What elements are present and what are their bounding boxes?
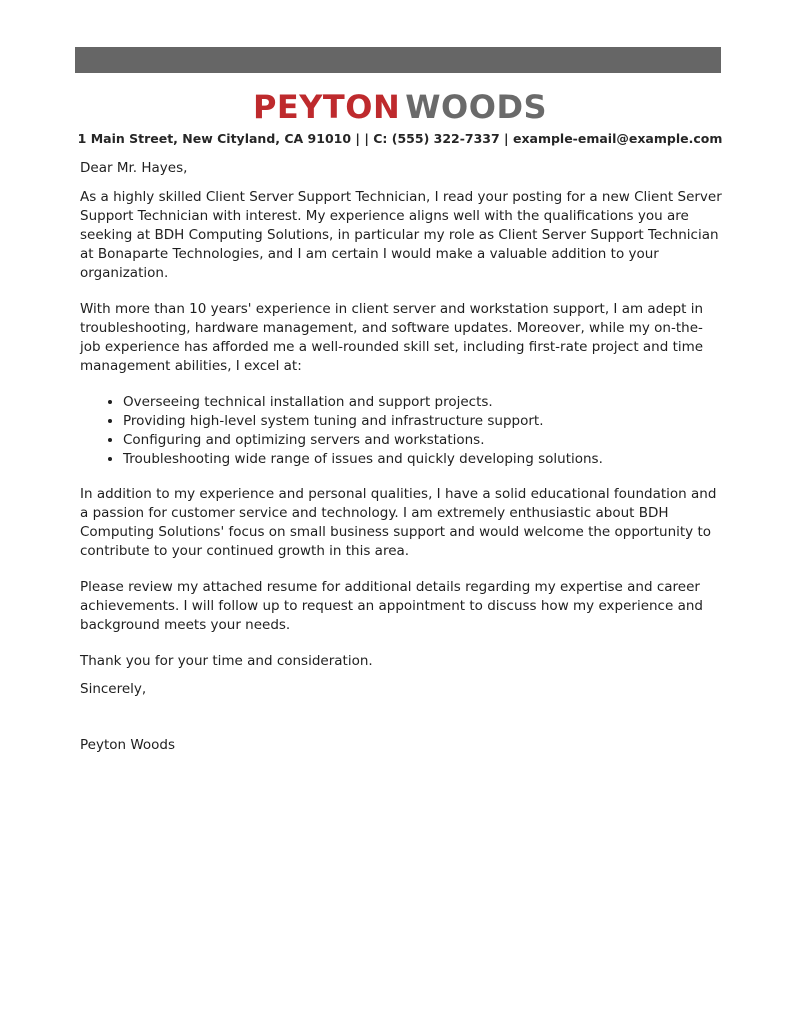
skills-list-item: • Providing high-level system tuning and infrastructure support. — [123, 412, 722, 431]
skills-list-item: • Troubleshooting wide range of issues and quickly developing solutions. — [123, 450, 722, 469]
author-first-name: PEYTON — [252, 88, 401, 126]
skills-list — [80, 393, 722, 469]
paragraph-thanks: Thank you for your time and consideration. — [80, 653, 373, 669]
contact-line: 1 Main Street, New Cityland, CA 91010 | | C: (555) 322-7337 | example-email@example.com — [77, 131, 723, 147]
salutation: Dear Mr. Hayes, — [80, 160, 188, 176]
paragraph-education: In addition to my experience and personal qualities, I have a solid educational foundation and a passion for customer service and technology. I am extremely enthusiastic about BDH Computing Solutions' focus on small business support and would welcome the opportunity to contribute to your continued growth in this area. — [80, 486, 717, 559]
skills-list-item: • Configuring and optimizing servers and workstations. — [123, 431, 722, 450]
header-accent-bar — [75, 47, 721, 73]
paragraph-follow-up: Please review my attached resume for additional details regarding my expertise and career achievements. I will follow up to request an appointment to discuss how my experience and background meets your needs. — [80, 579, 703, 633]
signoff: Sincerely, — [80, 681, 147, 697]
signature-name: Peyton Woods — [80, 737, 176, 753]
letter-body — [80, 159, 722, 755]
paragraph-intro: As a highly skilled Client Server Support Technician, I read your posting for a new Client Server Support Technician with interest. My experience aligns well with the qualifications you are seeking at BDH Computing Solutions, in particular my role as Client Server Support Technician at Bonaparte Technologies, and I am certain I would make a valuable addition to your organization. — [80, 189, 722, 281]
skills-list-item: • Overseeing technical installation and support projects. — [123, 393, 722, 412]
paragraph-experience: With more than 10 years' experience in client server and workstation support, I am adept in troubleshooting, hardware management, and software updates. Moreover, while my on-the-job experience has afforded me a well-rounded skill set, including first-rate project and time management abilities, I excel at: — [80, 301, 704, 374]
author-last-name: WOODS — [405, 88, 548, 126]
author-name — [0, 90, 800, 125]
letter-header — [0, 90, 800, 146]
